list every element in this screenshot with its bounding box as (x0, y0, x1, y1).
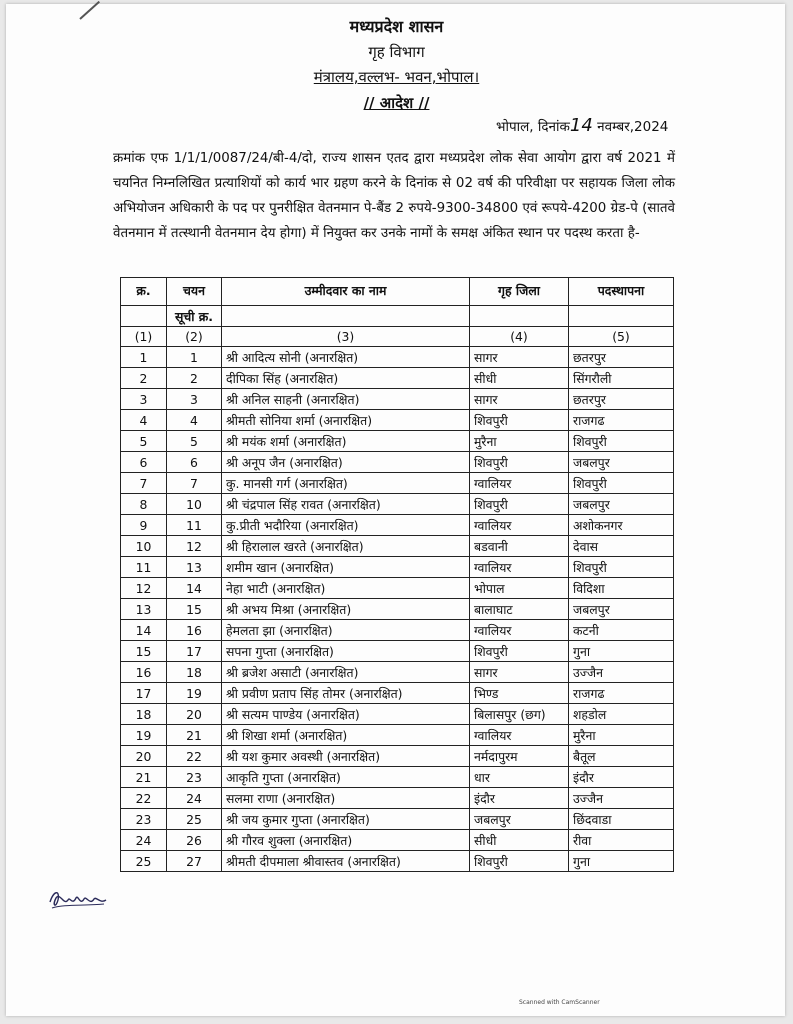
col-number: (3) (222, 327, 470, 347)
home-district-cell: भिण्ड (470, 683, 569, 704)
merit-cell: 13 (167, 557, 222, 578)
candidate-name-cell: श्रीमती दीपमाला श्रीवास्तव (अनारक्षित) (222, 851, 470, 872)
serial-cell: 11 (121, 557, 167, 578)
candidate-name-cell: श्री आदित्य सोनी (अनारक्षित) (222, 347, 470, 368)
candidate-name-cell: श्री अनिल साहनी (अनारक्षित) (222, 389, 470, 410)
table-row (121, 746, 674, 767)
candidate-name-cell: श्री मयंक शर्मा (अनारक्षित) (222, 431, 470, 452)
home-district-cell: ग्वालियर (470, 473, 569, 494)
header-name: उम्मीदवार का नाम (222, 278, 470, 306)
merit-cell: 12 (167, 536, 222, 557)
candidate-name-cell: कु.प्रीती भदौरिया (अनारक्षित) (222, 515, 470, 536)
merit-cell: 24 (167, 788, 222, 809)
home-district-cell: बालाघाट (470, 599, 569, 620)
candidate-name-cell: श्री सत्यम पाण्डेय (अनारक्षित) (222, 704, 470, 725)
posting-cell: राजगढ (569, 410, 674, 431)
serial-cell: 24 (121, 830, 167, 851)
candidate-name-cell: दीपिका सिंह (अनारक्षित) (222, 368, 470, 389)
merit-cell: 22 (167, 746, 222, 767)
home-district-cell: सागर (470, 347, 569, 368)
scanner-watermark: Scanned with CamScanner (519, 999, 600, 1006)
table-body (121, 347, 674, 872)
table-row (121, 725, 674, 746)
merit-cell: 3 (167, 389, 222, 410)
posting-cell: शिवपुरी (569, 431, 674, 452)
home-district-cell: धार (470, 767, 569, 788)
posting-cell: देवास (569, 536, 674, 557)
candidate-name-cell: हेमलता झा (अनारक्षित) (222, 620, 470, 641)
home-district-cell: शिवपुरी (470, 410, 569, 431)
merit-cell: 14 (167, 578, 222, 599)
serial-cell: 21 (121, 767, 167, 788)
candidate-name-cell: शमीम खान (अनारक्षित) (222, 557, 470, 578)
candidate-name-cell: श्री शिखा शर्मा (अनारक्षित) (222, 725, 470, 746)
posting-cell: सिंगरौली (569, 368, 674, 389)
home-district-cell: सीधी (470, 368, 569, 389)
col-number: (1) (121, 327, 167, 347)
table-row (121, 389, 674, 410)
serial-cell: 12 (121, 578, 167, 599)
posting-cell: गुना (569, 641, 674, 662)
merit-cell: 27 (167, 851, 222, 872)
merit-cell: 4 (167, 410, 222, 431)
posting-cell: कटनी (569, 620, 674, 641)
posting-cell: राजगढ (569, 683, 674, 704)
order-heading: // आदेश // (363, 94, 430, 112)
candidate-name-cell: श्री ब्रजेश असाटी (अनारक्षित) (222, 662, 470, 683)
posting-cell: गुना (569, 851, 674, 872)
candidate-name-cell: श्री हिरालाल खरते (अनारक्षित) (222, 536, 470, 557)
posting-cell: जबलपुर (569, 599, 674, 620)
home-district-cell: सागर (470, 389, 569, 410)
merit-cell: 10 (167, 494, 222, 515)
serial-cell: 4 (121, 410, 167, 431)
table-row (121, 788, 674, 809)
home-district-cell: ग्वालियर (470, 557, 569, 578)
home-district-cell: ग्वालियर (470, 620, 569, 641)
header-posting-cont (569, 306, 674, 327)
order-date (496, 115, 668, 136)
serial-cell: 19 (121, 725, 167, 746)
posting-cell: विदिशा (569, 578, 674, 599)
merit-cell: 2 (167, 368, 222, 389)
table-row (121, 347, 674, 368)
merit-cell: 20 (167, 704, 222, 725)
candidate-name-cell: श्री अनूप जैन (अनारक्षित) (222, 452, 470, 473)
header-name-cont (222, 306, 470, 327)
table-row (121, 620, 674, 641)
posting-cell: इंदौर (569, 767, 674, 788)
serial-cell: 3 (121, 389, 167, 410)
serial-cell: 8 (121, 494, 167, 515)
table-row (121, 494, 674, 515)
home-district-cell: नर्मदापुरम (470, 746, 569, 767)
table-row (121, 536, 674, 557)
serial-cell: 18 (121, 704, 167, 725)
table-row (121, 599, 674, 620)
col-number: (4) (470, 327, 569, 347)
posting-cell: उज्जैन (569, 662, 674, 683)
home-district-cell: शिवपुरी (470, 452, 569, 473)
home-district-cell: बिलासपुर (छग) (470, 704, 569, 725)
candidate-name-cell: श्री यश कुमार अवस्थी (अनारक्षित) (222, 746, 470, 767)
government-title: मध्यप्रदेश शासन (349, 17, 444, 36)
table-row (121, 683, 674, 704)
header-merit-line2: सूची क्र. (167, 306, 222, 327)
serial-cell: 7 (121, 473, 167, 494)
merit-cell: 16 (167, 620, 222, 641)
merit-cell: 11 (167, 515, 222, 536)
posting-cell: छतरपुर (569, 347, 674, 368)
candidate-name-cell: श्री गौरव शुक्ला (अनारक्षित) (222, 830, 470, 851)
candidate-name-cell: श्री प्रवीण प्रताप सिंह तोमर (अनारक्षित) (222, 683, 470, 704)
merit-cell: 23 (167, 767, 222, 788)
posting-cell: बैतूल (569, 746, 674, 767)
header-merit-line1: चयन (167, 278, 222, 306)
posting-cell: छतरपुर (569, 389, 674, 410)
candidate-name-cell: श्री जय कुमार गुप्ता (अनारक्षित) (222, 809, 470, 830)
table-row (121, 410, 674, 431)
header-posting: पदस्थापना (569, 278, 674, 306)
office-address: मंत्रालय,वल्लभ- भवन,भोपाल। (313, 68, 480, 86)
candidate-name-cell: आकृति गुप्ता (अनारक्षित) (222, 767, 470, 788)
home-district-cell: ग्वालियर (470, 515, 569, 536)
candidate-name-cell: श्री अभय मिश्रा (अनारक्षित) (222, 599, 470, 620)
serial-cell: 25 (121, 851, 167, 872)
merit-cell: 25 (167, 809, 222, 830)
posting-cell: जबलपुर (569, 494, 674, 515)
date-prefix: भोपाल, दिनांक (496, 119, 570, 135)
date-day-handwritten: 14 (569, 115, 593, 136)
department-name: गृह विभाग (368, 43, 425, 61)
serial-cell: 2 (121, 368, 167, 389)
serial-cell: 20 (121, 746, 167, 767)
home-district-cell: बडवानी (470, 536, 569, 557)
table-row (121, 473, 674, 494)
candidate-name-cell: सलमा राणा (अनारक्षित) (222, 788, 470, 809)
table-row (121, 368, 674, 389)
candidate-name-cell: नेहा भाटी (अनारक्षित) (222, 578, 470, 599)
posting-cell: उज्जैन (569, 788, 674, 809)
candidate-name-cell: कु. मानसी गर्ग (अनारक्षित) (222, 473, 470, 494)
table-row (121, 704, 674, 725)
table-row (121, 851, 674, 872)
table-row (121, 830, 674, 851)
signature-mark (44, 884, 114, 914)
table-row (121, 557, 674, 578)
posting-cell: जबलपुर (569, 452, 674, 473)
home-district-cell: इंदौर (470, 788, 569, 809)
home-district-cell: ग्वालियर (470, 725, 569, 746)
header-district: गृह जिला (470, 278, 569, 306)
posting-cell: मुरैना (569, 725, 674, 746)
date-suffix: नवम्बर,2024 (597, 119, 669, 135)
home-district-cell: सीधी (470, 830, 569, 851)
order-body-text: क्रमांक एफ 1/1/1/0087/24/बी-4/दो, राज्य शासन एतद द्वारा मध्यप्रदेश लोक सेवा आयोग द्वारा वर्ष 2021 में चयनित निम्नलिखित प्रत्याशियों को कार्य भार ग्रहण करने के दिनांक से 02 वर्ष की परिवीक्षा पर सहायक जिला लोक अभियोजन अधिकारी के पद पर पुनरीक्षित वेतनमान पे-बैंड 2 रुपये-9300-34800 एवं रूपये-4200 ग्रेड-पे (सातवे वेतनमान में तत्स्थानी वेतनमान देय होगा) में नियुक्त कर उनके नामों के समक्ष अंकित स्थान पर पदस्थ करता है- (113, 151, 675, 241)
home-district-cell: मुरैना (470, 431, 569, 452)
table-row (121, 515, 674, 536)
merit-cell: 7 (167, 473, 222, 494)
header-district-cont (470, 306, 569, 327)
table-row (121, 452, 674, 473)
merit-cell: 19 (167, 683, 222, 704)
merit-cell: 6 (167, 452, 222, 473)
merit-cell: 26 (167, 830, 222, 851)
table-row (121, 641, 674, 662)
table-row (121, 578, 674, 599)
col-number: (2) (167, 327, 222, 347)
home-district-cell: शिवपुरी (470, 851, 569, 872)
serial-cell: 13 (121, 599, 167, 620)
candidate-name-cell: सपना गुप्ता (अनारक्षित) (222, 641, 470, 662)
posting-cell: अशोकनगर (569, 515, 674, 536)
merit-cell: 5 (167, 431, 222, 452)
serial-cell: 16 (121, 662, 167, 683)
serial-cell: 10 (121, 536, 167, 557)
home-district-cell: भोपाल (470, 578, 569, 599)
posting-cell: शिवपुरी (569, 557, 674, 578)
serial-cell: 17 (121, 683, 167, 704)
posting-cell: छिंदवाडा (569, 809, 674, 830)
serial-cell: 22 (121, 788, 167, 809)
posting-cell: शिवपुरी (569, 473, 674, 494)
home-district-cell: शिवपुरी (470, 494, 569, 515)
serial-cell: 9 (121, 515, 167, 536)
serial-cell: 5 (121, 431, 167, 452)
merit-cell: 1 (167, 347, 222, 368)
table-row (121, 431, 674, 452)
candidate-name-cell: श्री चंद्रपाल सिंह रावत (अनारक्षित) (222, 494, 470, 515)
candidate-name-cell: श्रीमती सोनिया शर्मा (अनारक्षित) (222, 410, 470, 431)
table-row (121, 662, 674, 683)
serial-cell: 15 (121, 641, 167, 662)
home-district-cell: सागर (470, 662, 569, 683)
header-serial-cont (121, 306, 167, 327)
serial-cell: 23 (121, 809, 167, 830)
merit-cell: 21 (167, 725, 222, 746)
posting-cell: रीवा (569, 830, 674, 851)
merit-cell: 17 (167, 641, 222, 662)
home-district-cell: शिवपुरी (470, 641, 569, 662)
home-district-cell: जबलपुर (470, 809, 569, 830)
serial-cell: 14 (121, 620, 167, 641)
serial-cell: 1 (121, 347, 167, 368)
merit-cell: 18 (167, 662, 222, 683)
col-number: (5) (569, 327, 674, 347)
table-row (121, 809, 674, 830)
serial-cell: 6 (121, 452, 167, 473)
header-serial: क्र. (121, 278, 167, 306)
appointment-table (120, 277, 674, 872)
merit-cell: 15 (167, 599, 222, 620)
posting-cell: शहडोल (569, 704, 674, 725)
table-row (121, 767, 674, 788)
